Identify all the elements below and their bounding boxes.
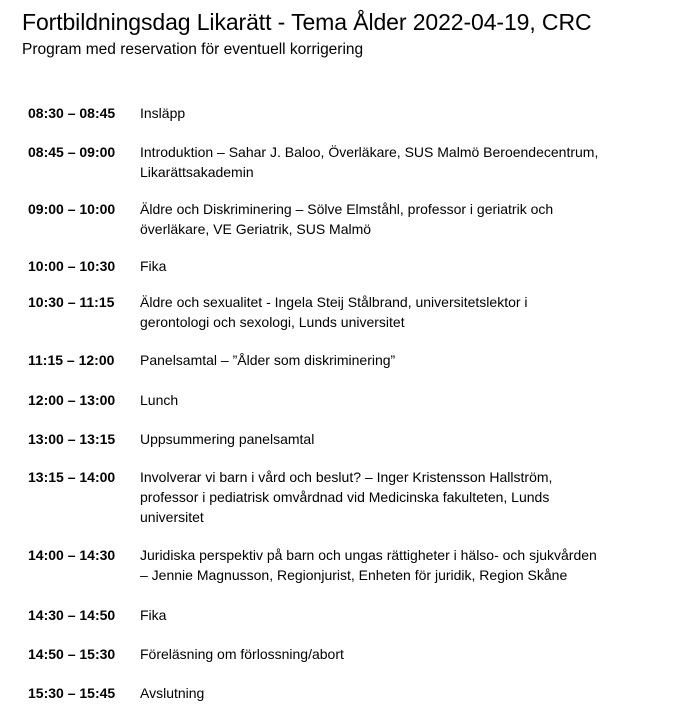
agenda-description-line: Fika xyxy=(140,258,167,274)
document-subtitle: Program med reservation för eventuell korrigering xyxy=(22,41,364,58)
agenda-description-line: överläkare, VE Geriatrik, SUS Malmö xyxy=(140,221,372,237)
agenda-description-line: Juridiska perspektiv på barn och ungas rättigheter i hälso- och sjukvården xyxy=(140,547,597,563)
agenda-time: 10:30 – 11:15 xyxy=(28,294,115,310)
agenda-description-line: Fika xyxy=(140,607,167,623)
agenda-description-line: Föreläsning om förlossning/abort xyxy=(140,646,344,662)
agenda-description-line: Uppsummering panelsamtal xyxy=(140,431,315,447)
agenda-description-line: Insläpp xyxy=(140,105,186,121)
agenda-description xyxy=(140,350,640,370)
agenda-description-line: – Jennie Magnusson, Regionjurist, Enheten för juridik, Region Skåne xyxy=(140,567,568,583)
agenda-description xyxy=(140,467,640,527)
agenda-description-line: Likarättsakademin xyxy=(140,164,254,180)
agenda-time: 15:30 – 15:45 xyxy=(28,685,116,701)
agenda-description xyxy=(140,199,640,239)
agenda-description xyxy=(140,256,640,276)
agenda-time: 08:45 – 09:00 xyxy=(28,144,116,160)
document-title: Fortbildningsdag Likarätt - Tema Ålder 2022-04-19, CRC xyxy=(22,9,592,35)
agenda-time: 14:00 – 14:30 xyxy=(28,547,116,563)
agenda-description-line: Äldre och sexualitet - Ingela Steij Stålbrand, universitetslektor i xyxy=(140,294,528,310)
agenda-description-line: Involverar vi barn i vård och beslut? – Inger Kristensson Hallström, xyxy=(140,469,553,485)
agenda-time: 10:00 – 10:30 xyxy=(28,258,116,274)
agenda-time: 12:00 – 13:00 xyxy=(28,392,116,408)
agenda-time: 13:00 – 13:15 xyxy=(28,431,116,447)
agenda-description xyxy=(140,545,640,585)
agenda-description-line: Panelsamtal – ”Ålder som diskriminering” xyxy=(140,352,396,368)
agenda-description-line: gerontologi och sexologi, Lunds universitet xyxy=(140,314,405,330)
agenda-time: 08:30 – 08:45 xyxy=(28,105,116,121)
agenda-time: 13:15 – 14:00 xyxy=(28,469,116,485)
agenda-description-line: Introduktion – Sahar J. Baloo, Överläkare, SUS Malmö Beroendecentrum, xyxy=(140,144,599,160)
agenda-description xyxy=(140,429,640,449)
agenda-description xyxy=(140,292,640,332)
agenda-description xyxy=(140,142,640,182)
agenda-description xyxy=(140,644,640,664)
agenda-description xyxy=(140,683,640,703)
agenda-description xyxy=(140,103,640,123)
agenda-description-line: professor i pediatrisk omvårdnad vid Medicinska fakulteten, Lunds xyxy=(140,489,550,505)
agenda-description xyxy=(140,605,640,625)
agenda-description xyxy=(140,390,640,410)
agenda-description-line: Avslutning xyxy=(140,685,205,701)
agenda-time: 11:15 – 12:00 xyxy=(28,352,115,368)
agenda-description-line: universitet xyxy=(140,509,204,525)
agenda-time: 09:00 – 10:00 xyxy=(28,201,116,217)
agenda-time: 14:30 – 14:50 xyxy=(28,607,116,623)
agenda-description-line: Äldre och Diskriminering – Sölve Elmståhl, professor i geriatrik och xyxy=(140,201,554,217)
agenda-description-line: Lunch xyxy=(140,392,179,408)
agenda-time: 14:50 – 15:30 xyxy=(28,646,116,662)
